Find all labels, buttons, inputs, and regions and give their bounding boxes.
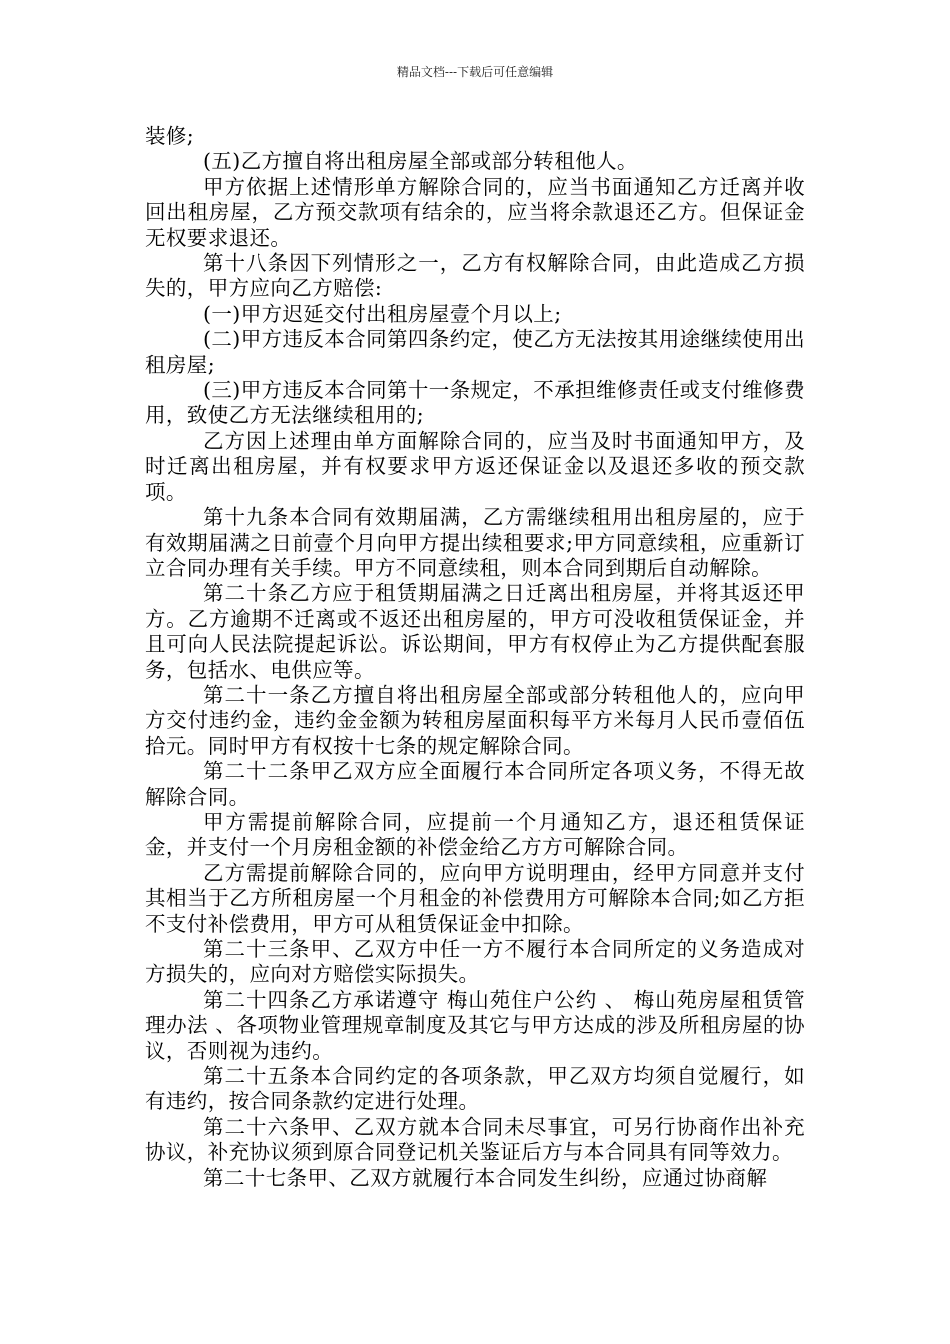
paragraph: (二)甲方违反本合同第四条约定，使乙方无法按其用途继续使用出租房屋; — [145, 327, 805, 377]
paragraph: (一)甲方迟延交付出租房屋壹个月以上; — [203, 301, 562, 326]
paragraph: 第二十七条甲、乙双方就履行本合同发生纠纷，应通过协商解 — [203, 1165, 768, 1190]
paragraph: 第二十二条甲乙双方应全面履行本合同所定各项义务，不得无故解除合同。 — [145, 759, 805, 809]
paragraph: 第十八条因下列情形之一，乙方有权解除合同，由此造成乙方损失的，甲方应向乙方赔偿: — [145, 251, 805, 301]
paragraph: 装修; — [145, 124, 195, 148]
paragraph: 第二十六条甲、乙双方就本合同未尽事宜，可另行协商作出补充协议，补充协议须到原合同登记机关鉴证后方与本合同具有同等效力。 — [145, 1114, 805, 1165]
paragraph: 第二十条乙方应于租赁期届满之日迁离出租房屋，并将其返还甲方。乙方逾期不迁离或不返还出租房屋的，甲方可没收租赁保证金，并且可向人民法院提起诉讼。诉讼期间，甲方有权停止为乙方提供配套服务，包括水、电供应等。 — [145, 581, 805, 682]
paragraph: 乙方需提前解除合同的，应向甲方说明理由，经甲方同意并支付其相当于乙方所租房屋一个月租金的补偿费用方可解除本合同;如乙方拒不支付补偿费用，甲方可从租赁保证金中扣除。 — [145, 860, 805, 936]
paragraph: 第二十三条甲、乙双方中任一方不履行本合同所定的义务造成对方损失的，应向对方赔偿实际损失。 — [145, 937, 805, 987]
paragraph: 第二十五条本合同约定的各项条款，甲乙双方均须自觉履行，如有违约，按合同条款约定进行处理。 — [145, 1064, 805, 1114]
page-header: 精品文档---下载后可任意编辑 — [396, 65, 554, 79]
paragraph: (五)乙方擅自将出租房屋全部或部分转租他人。 — [203, 149, 638, 174]
contract-body — [145, 124, 805, 1191]
paragraph: 乙方因上述理由单方面解除合同的，应当及时书面通知甲方，及时迁离出租房屋，并有权要求甲方返还保证金以及退还多收的预交款项。 — [145, 428, 805, 504]
paragraph: 甲方需提前解除合同，应提前一个月通知乙方，退还租赁保证金，并支付一个月房租金额的补偿金给乙方方可解除合同。 — [145, 809, 805, 860]
paragraph: 甲方依据上述情形单方解除合同的，应当书面通知乙方迁离并收回出租房屋，乙方预交款项有结余的，应当将余款退还乙方。但保证金无权要求退还。 — [145, 174, 805, 250]
paragraph: 第二十一条乙方擅自将出租房屋全部或部分转租他人的，应向甲方交付违约金，违约金金额为转租房屋面积每平方米每月人民币壹佰伍拾元。同时甲方有权按十七条的规定解除合同。 — [145, 682, 805, 758]
paragraph: (三)甲方违反本合同第十一条规定，不承担维修责任或支付维修费用，致使乙方无法继续租用的; — [145, 378, 805, 428]
paragraph: 第十九条本合同有效期届满，乙方需继续租用出租房屋的，应于有效期届满之日前壹个月向甲方提出续租要求;甲方同意续租，应重新订立合同办理有关手续。甲方不同意续租，则本合同到期后自动解除。 — [145, 505, 805, 580]
paragraph: 第二十四条乙方承诺遵守 梅山苑住户公约 、 梅山苑房屋租赁管理办法 、各项物业管理规章制度及其它与甲方达成的涉及所租房屋的协议，否则视为违约。 — [145, 987, 805, 1063]
